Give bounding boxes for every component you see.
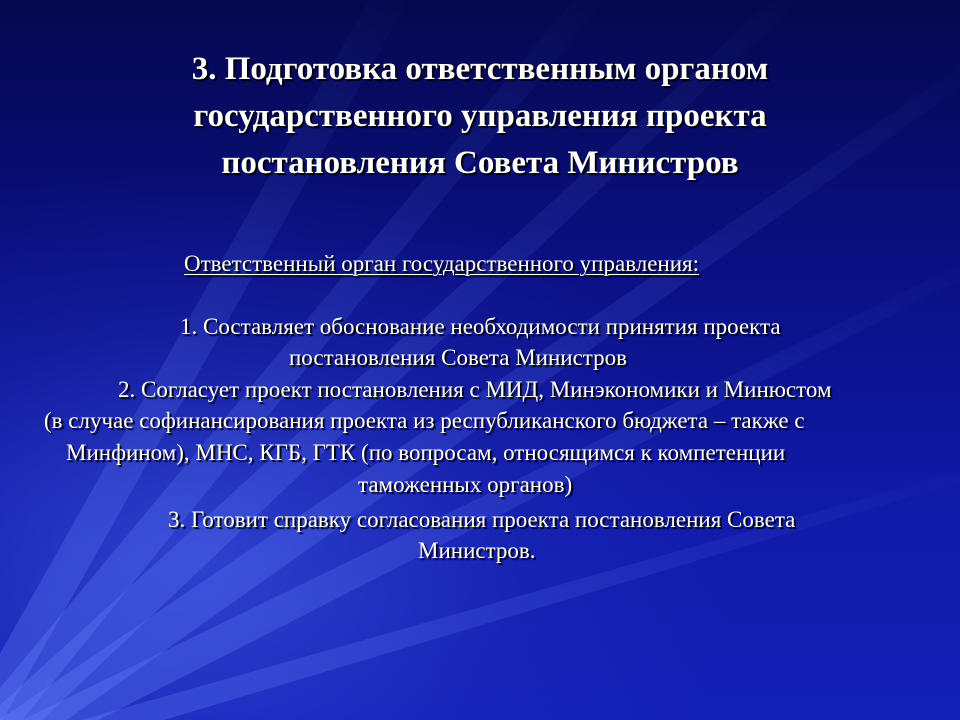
slide-title-line: государственного управления проекта (193, 98, 767, 134)
slide-title (90, 46, 870, 187)
item-2-line: 2. Согласует проект постановления с МИД, Минэкономики и Минюстом (118, 377, 832, 402)
item-1-line: 1. Составляет обоснование необходимости принятия проекта (180, 314, 781, 339)
item-3-line: Министров. (418, 538, 536, 563)
slide-title-line: 3. Подготовка ответственным органом (191, 51, 769, 87)
item-1-line: постановления Совета Министров (289, 345, 627, 370)
item-2-line: таможенных органов) (358, 472, 573, 497)
item-2-line: (в случае софинансирования проекта из республиканского бюджета – также с (44, 408, 805, 433)
subheading: Ответственный орган государственного управления: (184, 251, 700, 276)
slide-title-line: постановления Совета Министров (221, 145, 739, 181)
item-3-line: 3. Готовит справку согласования проекта постановления Совета (168, 507, 796, 532)
item-2-line: Минфином), МНС, КГБ, ГТК (по вопросам, относящимся к компетенции (66, 440, 786, 465)
